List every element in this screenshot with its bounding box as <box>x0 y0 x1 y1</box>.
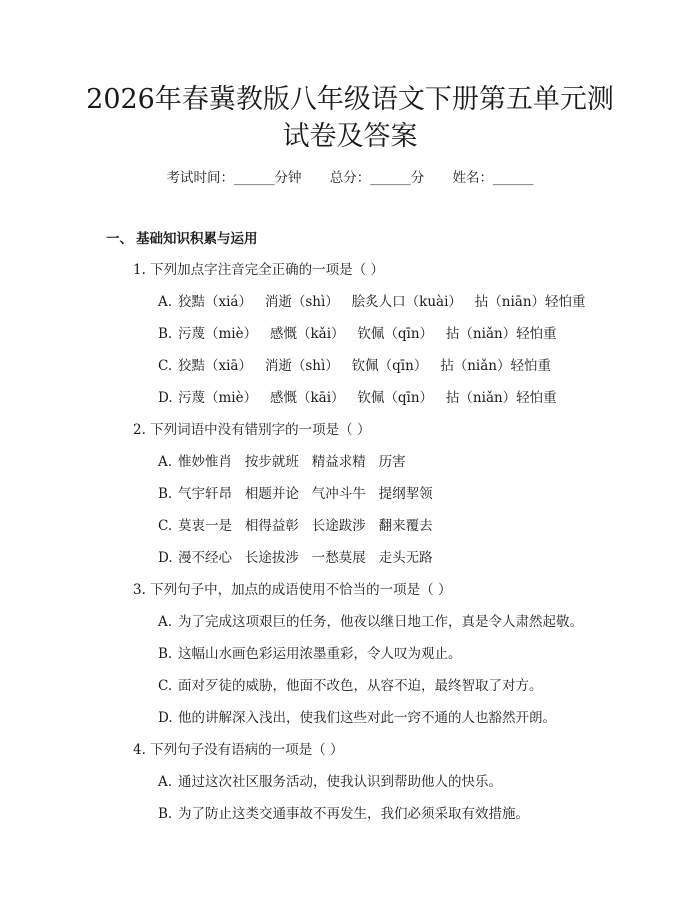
option-text: 这幅山水画色彩运用浓墨重彩，令人叹为观止。 <box>178 646 462 662</box>
question-3-option-c <box>158 676 543 696</box>
section-title-text: 基础知识积累与运用 <box>136 231 258 247</box>
option-text: 为了完成这项艰巨的任务，他夜以继日地工作，真是令人肃然起敬。 <box>178 614 583 630</box>
option-letter: A. <box>158 614 173 630</box>
section-heading <box>106 229 258 249</box>
option-letter: B. <box>158 806 173 822</box>
total-score-field: 总分：______分 <box>329 170 425 186</box>
option-letter: A. <box>158 774 173 790</box>
question-1-option-c <box>158 356 551 376</box>
option-letter: D. <box>158 710 173 726</box>
question-3-option-b <box>158 644 462 664</box>
option-text: 狡黠（xiá） 消逝（shì） 脍炙人口（kuài） 拈（niān）轻怕重 <box>178 294 586 310</box>
section-number: 一、 <box>106 231 133 247</box>
option-letter: C. <box>158 358 173 374</box>
name-field: 姓名：______ <box>452 170 534 186</box>
exam-info <box>0 168 700 188</box>
option-text: 污蔑（miè） 感慨（kāi） 钦佩（qīn） 拈（niǎn）轻怕重 <box>178 390 557 406</box>
option-text: 漫不经心 长途拔涉 一愁莫展 走头无路 <box>178 550 433 566</box>
option-text: 通过这次社区服务活动，使我认识到帮助他人的快乐。 <box>178 774 502 790</box>
option-text: 狡黠（xiā） 消逝（shì） 钦佩（qīn） 拈（niǎn）轻怕重 <box>178 358 551 374</box>
option-text: 他的讲解深入浅出，使我们这些对此一窍不通的人也豁然开朗。 <box>178 710 556 726</box>
option-letter: D. <box>158 390 173 406</box>
option-text: 气宇轩昂 相题并论 气冲斗牛 提纲挈领 <box>178 486 433 502</box>
question-2-option-c <box>158 516 433 536</box>
question-1-option-b <box>158 324 557 344</box>
option-letter: A. <box>158 454 173 470</box>
question-4-option-b <box>158 804 529 824</box>
option-text: 莫衷一是 相得益彰 长途跋涉 翻来覆去 <box>178 518 433 534</box>
question-1-option-d <box>158 388 557 408</box>
exam-time-field: 考试时间：______分钟 <box>166 170 302 186</box>
option-letter: C. <box>158 518 173 534</box>
option-letter: D. <box>158 550 173 566</box>
option-letter: B. <box>158 326 173 342</box>
page-title-line1: 2026年春冀教版八年级语文下册第五单元测 <box>86 84 614 115</box>
option-letter: B. <box>158 486 173 502</box>
question-1-option-a <box>158 292 586 312</box>
question-3-option-a <box>158 612 583 632</box>
question-4-option-a <box>158 772 502 792</box>
question-2-option-b <box>158 484 433 504</box>
option-text: 污蔑（miè） 感慨（kǎi） 钦佩（qīn） 拈（niǎn）轻怕重 <box>178 326 557 342</box>
option-letter: A. <box>158 294 173 310</box>
option-letter: B. <box>158 646 173 662</box>
option-letter: C. <box>158 678 173 694</box>
page-title-line2: 试卷及答案 <box>282 121 418 152</box>
question-4: 4. 下列句子没有语病的一项是（ ） <box>133 742 344 758</box>
option-text: 面对歹徒的威胁，他面不改色，从容不迫，最终智取了对方。 <box>178 678 543 694</box>
question-2-option-d <box>158 548 433 568</box>
option-text: 惟妙惟肖 按步就班 精益求精 历害 <box>178 454 406 470</box>
question-3-option-d <box>158 708 556 728</box>
option-text: 为了防止这类交通事故不再发生，我们必须采取有效措施。 <box>178 806 529 822</box>
question-1: 1. 下列加点字注音完全正确的一项是（ ） <box>133 262 384 278</box>
question-2-option-a <box>158 452 406 472</box>
question-3: 3. 下列句子中，加点的成语使用不恰当的一项是（ ） <box>133 582 452 598</box>
question-2: 2. 下列词语中没有错别字的一项是（ ） <box>133 422 371 438</box>
